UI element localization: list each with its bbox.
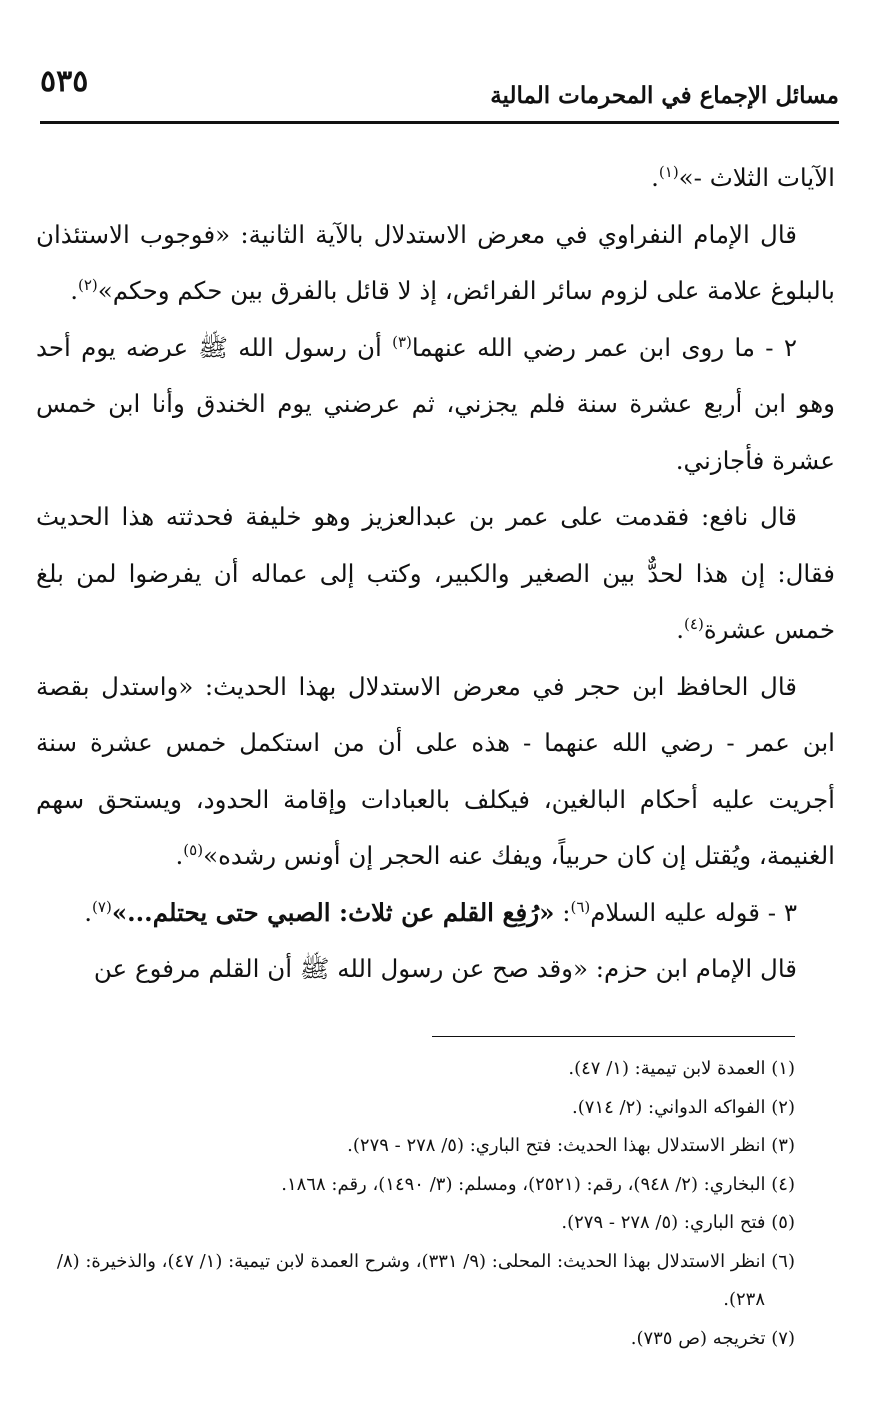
footnote: (٦) انظر الاستدلال بهذا الحديث: المحلى: (٩/ ٣٣١)، وشرح العمدة لابن تيمية: (١/ ٤٧)، والذخيرة: (٨/ ٢٣٨). <box>56 1250 795 1310</box>
footnotes <box>30 1050 795 1358</box>
running-title: مسائل الإجماع في المحرمات المالية <box>490 82 839 109</box>
footnote-ref: (٥) <box>183 840 204 859</box>
footnote: (١) العمدة لابن تيمية: (١/ ٤٧). <box>568 1058 795 1079</box>
paragraph: قال الحافظ ابن حجر في معرض الاستدلال بهذا الحديث: «واستدل بقصة ابن عمر - رضي الله عنهما - هذه على أن من استكمل خمس عشرة سنة أجريت عليه أحكام البالغين، فيكلف بالعبادات وإقامة الحدود، ويستحق سهم الغنيمة، ويُقتل إن كان حربياً، ويفك عنه الحجر إن أونس رشده»$^{(٥)}$. <box>36 671 835 870</box>
footnote-ref: (٤) <box>684 614 704 633</box>
paragraph: الآيات الثلاث -»$^{(١)}$. <box>651 162 835 192</box>
footnote: (٥) فتح الباري: (٥/ ٢٧٨ - ٢٧٩). <box>561 1212 795 1233</box>
paragraph: قال نافع: فقدمت على عمر بن عبدالعزيز وهو خليفة فحدثته هذا الحديث فقال: إن هذا لحدٌّ بين الصغير والكبير، وكتب إلى عماله أن يفرضوا لمن بلغ خمس عشرة$^{(٤)}$. <box>36 502 835 644</box>
footnote: (٧) تخريجه (ص ٧٣٥). <box>630 1327 795 1349</box>
footnote-ref: (٢) <box>77 275 98 294</box>
hadith-quote: «رُفِع القلم عن ثلاث: الصبي حتى يحتلم...» <box>111 897 555 927</box>
footnote-ref: (٣) <box>392 332 412 351</box>
footnote-ref: (٦) <box>570 897 591 916</box>
page-number: ٥٣٥ <box>40 64 89 99</box>
paragraph: قال الإمام ابن حزم: «وقد صح عن رسول الله ﷺ أن القلم مرفوع عن <box>93 954 797 983</box>
paragraph: قال الإمام النفراوي في معرض الاستدلال بالآية الثانية: «فوجوب الاستئذان بالبلوغ علامة على لزوم سائر الفرائض، إذ لا قائل بالفرق بين حكم وحكم»$^{(٢)}$. <box>36 219 835 305</box>
footnote-ref: (٧) <box>92 897 112 916</box>
footnote: (٣) انظر الاستدلال بهذا الحديث: فتح الباري: (٥/ ٢٧٨ - ٢٧٩). <box>347 1135 795 1156</box>
page-header <box>40 64 839 120</box>
header-rule <box>40 121 839 124</box>
paragraph: ٣ - قوله عليه السلام$^{(٦)}$: «رُفِع القلم عن ثلاث: الصبي حتى يحتلم...»$^{(٧)}$. <box>84 897 797 927</box>
footnote-rule <box>432 1036 795 1037</box>
paragraph: ٢ - ما روى ابن عمر رضي الله عنهما$^{(٣)}$ أن رسول الله ﷺ عرضه يوم أحد وهو ابن أربع عشرة سنة فلم يجزني، ثم عرضني يوم الخندق وأنا ابن خمس عشرة فأجازني. <box>36 332 835 475</box>
main-text <box>36 150 835 998</box>
footnote: (٢) الفواكه الدواني: (٢/ ٧١٤). <box>572 1096 795 1118</box>
footnote-ref: (١) <box>658 162 679 181</box>
footnote: (٤) البخاري: (٢/ ٩٤٨)، رقم: (٢٥٢١)، ومسلم: (٣/ ١٤٩٠)، رقم: ١٨٦٨. <box>281 1173 795 1195</box>
